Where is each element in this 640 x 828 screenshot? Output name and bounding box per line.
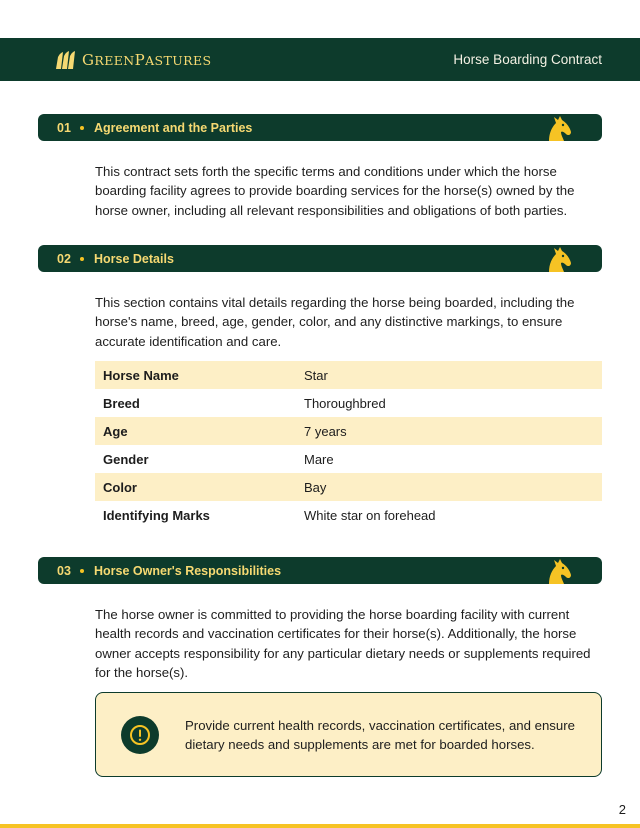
bullet-dot [80, 569, 84, 573]
row-label: Breed [103, 395, 140, 411]
brand-logo [54, 50, 211, 70]
section-title: Agreement and the Parties [94, 120, 253, 135]
table-row [95, 473, 602, 501]
section-number: 01 [57, 120, 71, 135]
footer-accent-bar [0, 824, 640, 828]
section-header-owner-responsibilities [38, 557, 602, 584]
row-value: White star on forehead [304, 507, 436, 523]
table-row [95, 501, 602, 529]
horse-details-table [95, 361, 602, 529]
document-title: Horse Boarding Contract [453, 52, 602, 67]
table-row [95, 417, 602, 445]
row-value: Thoroughbred [304, 395, 386, 411]
section-title: Horse Details [94, 251, 174, 266]
section-body-owner-responsibilities: The horse owner is committed to providing the horse boarding facility with current health records and vaccination certificates for their horse(s). Additionally, the horse owner accepts responsibility for any particular dietary needs or supplements required for the horse(s). [95, 607, 591, 680]
brand-name: GREENPASTURES [82, 50, 212, 69]
table-row [95, 361, 602, 389]
reminder-callout [95, 692, 602, 777]
row-label: Horse Name [95, 361, 296, 389]
bullet-dot [80, 126, 84, 130]
row-label: Identifying Marks [103, 507, 210, 523]
row-value: Mare [304, 451, 334, 467]
page-number: 2 [618, 802, 626, 817]
row-value: 7 years [296, 417, 602, 445]
row-label: Gender [103, 451, 149, 467]
bullet-dot [80, 257, 84, 261]
section-body-agreement: This contract sets forth the specific terms and conditions under which the horse boarding facility agrees to provide boarding services for the horse(s) owned by the horse owner, including all relevant responsibilities and obligations of both parties. [95, 164, 575, 218]
section-number: 02 [57, 251, 71, 266]
horse-head-icon [543, 114, 573, 141]
section-header-agreement [38, 114, 602, 141]
header-bar [0, 38, 640, 81]
horse-head-icon [543, 245, 573, 272]
exclamation-icon [129, 724, 151, 746]
callout-text: Provide current health records, vaccination certificates, and ensure dietary needs and supplements are met for boarded horses. [185, 718, 575, 753]
row-label: Age [95, 417, 296, 445]
table-row [95, 389, 602, 417]
table-row [95, 445, 602, 473]
section-header-horse-details [38, 245, 602, 272]
section-number: 03 [57, 563, 71, 578]
section-body-horse-details: This section contains vital details regarding the horse being boarded, including the horse's name, breed, age, gender, color, and any distinctive markings, to ensure accurate identification and care. [95, 295, 575, 349]
exclamation-circle-icon [121, 716, 159, 754]
section-title: Horse Owner's Responsibilities [94, 563, 282, 578]
row-label: Color [95, 473, 296, 501]
row-value: Star [296, 361, 602, 389]
wheat-logo-icon [54, 50, 76, 70]
row-value: Bay [296, 473, 602, 501]
horse-head-icon [543, 557, 573, 584]
